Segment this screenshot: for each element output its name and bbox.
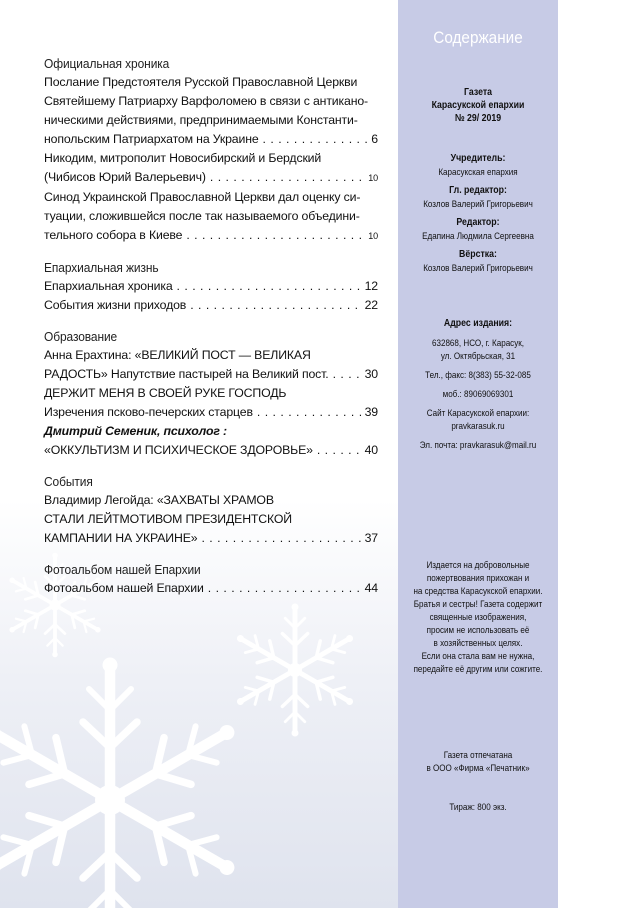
circulation-value: Тираж: 800 экз.	[449, 801, 507, 812]
note-line: Братья и сестры! Газета содержит	[413, 598, 543, 609]
entry-line: ническими действиями, предпринимаемыми Константи-	[44, 113, 358, 127]
note-line: просим не использовать её	[426, 624, 530, 635]
entry-line: Святейшему Патриарху Варфоломею в связи с антикано-	[44, 94, 368, 108]
entry-line: Владимир Легойда: «ЗАХВАТЫ ХРАМОВ	[44, 493, 274, 507]
founder-value: Карасукская епархия	[438, 166, 518, 177]
layout-label: Вёрстка:	[459, 249, 497, 260]
page-number: 37	[364, 531, 378, 545]
toc-entry[interactable]	[44, 422, 378, 460]
entry-line-leader: События жизни приходов . . . 22	[44, 296, 378, 315]
note-line: Издается на добровольные	[426, 559, 530, 570]
page-number: 10	[368, 231, 378, 241]
address-line: ул. Октябрьская, 31	[440, 350, 516, 361]
note-line: передайте её другим или сожгите.	[413, 663, 543, 674]
page-number: 22	[364, 298, 378, 312]
editor-value: Едапина Людмила Сергеевна	[422, 230, 534, 241]
entry-line-leader: РАДОСТЬ» Напутствие пастырей на Великий пост. . . . 30	[44, 365, 378, 384]
donation-note	[409, 558, 547, 675]
founder-label: Учредитель:	[450, 153, 506, 164]
issue-number: № 29/ 2019	[454, 113, 502, 124]
entry-line: ДЕРЖИТ МЕНЯ В СВОЕЙ РУКЕ ГОСПОДЬ	[44, 386, 287, 400]
note-line: пожертвования прихожан и	[426, 572, 530, 583]
circulation	[409, 800, 547, 813]
section-title: Фотоальбом нашей Епархии	[44, 562, 201, 577]
page-margin	[558, 0, 628, 908]
toc-entry[interactable]	[44, 296, 378, 315]
address-line: 632868, НСО, г. Карасук,	[431, 337, 525, 348]
note-line: на средства Карасукской епархии.	[413, 585, 543, 596]
toc-entry[interactable]	[44, 384, 378, 422]
entry-line: Синод Украинской Православной Церкви дал оценку си-	[44, 190, 361, 204]
chief-editor-value: Козлов Валерий Григорьевич	[423, 198, 533, 209]
entry-line-leader: Изречения псково-печерских старцев . . . 39	[44, 403, 378, 422]
note-line: в хозяйственных целях.	[433, 637, 523, 648]
imprint-sidebar	[398, 0, 558, 908]
page-number: 10	[368, 173, 378, 183]
toc-entry[interactable]	[44, 149, 378, 188]
section-title: Епархиальная жизнь	[44, 260, 159, 275]
page-number: 39	[364, 405, 378, 419]
mobile-phone: моб.: 89069069301	[442, 388, 514, 399]
toc-entry[interactable]	[44, 346, 378, 384]
toc-section-official	[44, 56, 378, 246]
toc-entry[interactable]	[44, 188, 378, 246]
email-link[interactable]: Эл. почта: pravkarasuk@mail.ru	[419, 439, 537, 450]
staff-info	[409, 152, 547, 274]
newspaper-info	[409, 86, 547, 125]
phone: Тел., факс: 8(383) 55-32-085	[425, 369, 531, 380]
toc-entry[interactable]	[44, 277, 378, 296]
toc-section-diocese-life	[44, 260, 378, 315]
site-label: Сайт Карасукской епархии:	[426, 407, 530, 418]
toc-entry[interactable]	[44, 491, 378, 548]
page-number: 12	[364, 279, 378, 293]
page-number: 6	[371, 132, 378, 146]
entry-author: Дмитрий Семеник, психолог :	[44, 424, 227, 438]
toc-section-education	[44, 329, 378, 460]
section-title: Официальная хроника	[44, 56, 170, 71]
entry-line-leader: КАМПАНИИ НА УКРАИНЕ» . . . 37	[44, 529, 378, 548]
printing-info	[409, 748, 547, 774]
note-line: священные изображения,	[429, 611, 527, 622]
section-title: Образование	[44, 329, 118, 344]
address-label: Адрес издания:	[443, 318, 513, 329]
toc-entry[interactable]	[44, 579, 378, 598]
entry-line: туации, сложившейся после так называемого объедини-	[44, 209, 360, 223]
newspaper-label: Газета	[463, 87, 493, 98]
sidebar-title: Содержание	[433, 28, 523, 47]
page-number: 30	[364, 367, 378, 381]
table-of-contents	[44, 56, 378, 612]
entry-line-leader: Епархиальная хроника . . . 12	[44, 277, 378, 296]
entry-line-leader: тельного собора в Киеве . . . 10	[44, 226, 378, 246]
printed-line: Газета отпечатана	[443, 749, 513, 760]
snowflake-medium-icon	[225, 600, 365, 740]
site-link[interactable]: pravkarasuk.ru	[451, 420, 505, 431]
page-number: 40	[364, 443, 378, 457]
layout-value: Козлов Валерий Григорьевич	[423, 262, 533, 273]
entry-line-leader: (Чибисов Юрий Валерьевич) . . . 10	[44, 168, 378, 188]
entry-line: Анна Ерахтина: «ВЕЛИКИЙ ПОСТ — ВЕЛИКАЯ	[44, 348, 311, 362]
entry-line: Никодим, митрополит Новосибирский и Бердский	[44, 151, 322, 165]
entry-line-leader: Фотоальбом нашей Епархии . . . 44	[44, 579, 378, 598]
toc-section-photo-album	[44, 562, 378, 598]
section-title: События	[44, 474, 93, 489]
editor-label: Редактор:	[456, 217, 500, 228]
chief-editor-label: Гл. редактор:	[449, 185, 507, 196]
toc-section-events	[44, 474, 378, 548]
entry-line-leader: нопольским Патриархатом на Украине . . . 6	[44, 130, 378, 149]
snowflake-large-icon	[0, 650, 260, 908]
printed-line: в ООО «Фирма «Печатник»	[426, 762, 530, 773]
address-info	[409, 317, 547, 451]
entry-line-leader: «ОККУЛЬТИЗМ И ПСИХИЧЕСКОЕ ЗДОРОВЬЕ» . . . 40	[44, 441, 378, 460]
newspaper-name: Карасукской епархии	[431, 100, 525, 111]
entry-line: СТАЛИ ЛЕЙТМОТИВОМ ПРЕЗИДЕНТСКОЙ	[44, 512, 292, 526]
note-line: Если она стала вам не нужна,	[421, 650, 535, 661]
page-number: 44	[364, 581, 378, 595]
toc-entry[interactable]	[44, 73, 378, 149]
entry-line: Послание Предстоятеля Русской Православной Церкви	[44, 75, 358, 89]
